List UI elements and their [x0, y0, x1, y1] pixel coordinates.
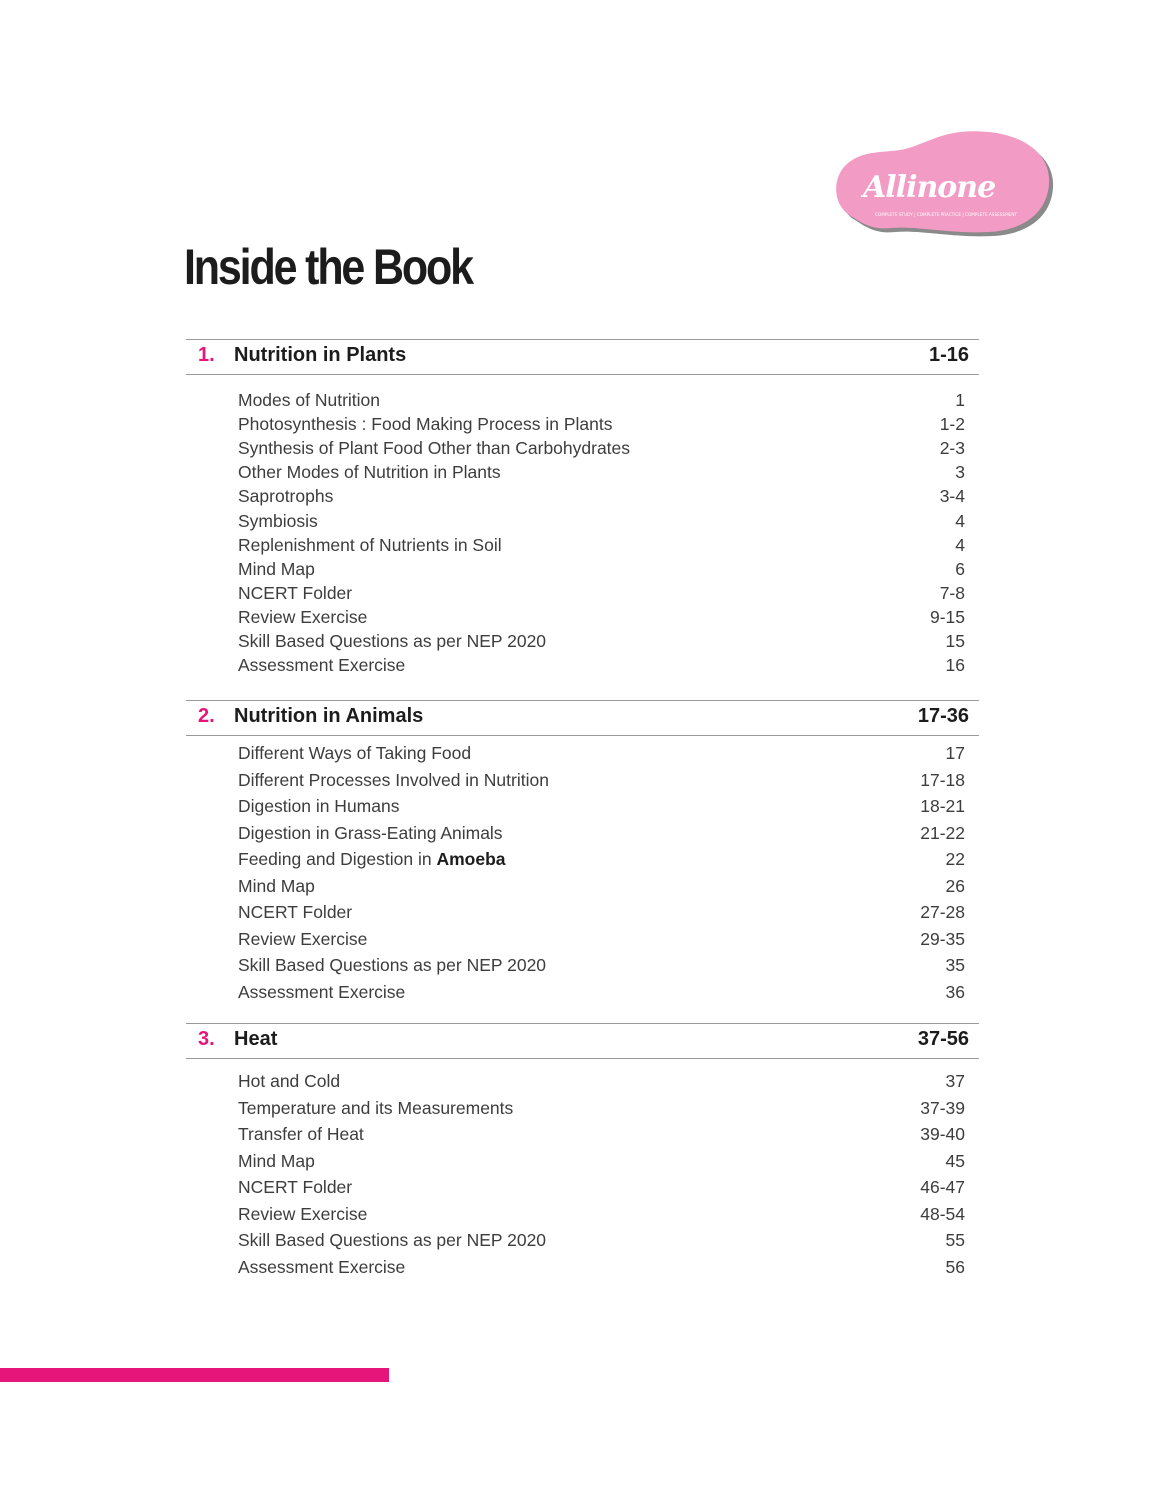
topic-title-wrap: [238, 583, 352, 604]
topic-title-wrap: [238, 462, 501, 483]
topic-page: 37: [945, 1071, 965, 1091]
topic-item[interactable]: [186, 559, 979, 583]
topic-title-wrap: [238, 982, 405, 1003]
topic-page: 18-21: [920, 796, 965, 816]
chapter-number: 1.: [198, 344, 215, 366]
topic-item[interactable]: [186, 1071, 979, 1098]
chapter-pages: 17-36: [917, 705, 969, 727]
topic-title: Hot and Cold: [238, 1071, 341, 1091]
topic-item[interactable]: [186, 1204, 979, 1231]
topic-list: [186, 390, 979, 679]
topic-page: 39-40: [920, 1124, 965, 1144]
topic-title: Assessment Exercise: [238, 1256, 406, 1277]
topic-title-wrap: [238, 1124, 364, 1145]
topic-page: 15: [945, 631, 965, 651]
topic-title-wrap: [238, 1257, 405, 1278]
topic-title-wrap: [238, 655, 405, 676]
topic-title-wrap: [238, 849, 506, 870]
topic-page: 35: [945, 955, 965, 975]
topic-page: 48-54: [920, 1203, 965, 1224]
topic-title: Review Exercise: [238, 1203, 368, 1224]
allinone-logo: [833, 130, 1057, 242]
topic-item[interactable]: [186, 849, 979, 876]
topic-title: Different Processes Involved in Nutrition: [238, 769, 549, 790]
logo-wordmark: Allinone: [863, 170, 996, 205]
topic-title: Saprotrophs: [238, 486, 334, 507]
topic-title-wrap: [238, 770, 549, 791]
topic-title: Symbiosis: [238, 510, 318, 531]
topic-item[interactable]: [186, 462, 979, 486]
topic-page: 37-39: [920, 1097, 965, 1118]
topic-page: 56: [945, 1256, 965, 1277]
topic-page: 7-8: [939, 582, 965, 603]
page-title: Inside the Book: [184, 239, 472, 295]
topic-item[interactable]: [186, 876, 979, 903]
topic-item[interactable]: [186, 1124, 979, 1151]
topic-title: Digestion in Grass-Eating Animals: [238, 822, 503, 843]
topic-item[interactable]: [186, 770, 979, 797]
topic-title-wrap: [238, 438, 630, 459]
topic-item[interactable]: [186, 1230, 979, 1257]
topic-title-wrap: [238, 607, 367, 628]
topic-title: Feeding and Digestion in: [238, 849, 437, 869]
topic-title: Transfer of Heat: [238, 1124, 364, 1144]
topic-title: Review Exercise: [238, 928, 368, 949]
topic-item[interactable]: [186, 486, 979, 510]
topic-title-wrap: [238, 1204, 367, 1225]
topic-page: 17-18: [920, 769, 965, 790]
topic-item[interactable]: [186, 535, 979, 559]
topic-item[interactable]: [186, 796, 979, 823]
chapter-header[interactable]: [186, 1023, 979, 1059]
topic-title: NCERT Folder: [238, 902, 353, 922]
topic-page: 9-15: [929, 606, 965, 627]
topic-page: 1: [955, 390, 965, 410]
topic-item[interactable]: [186, 438, 979, 462]
topic-title: Mind Map: [238, 1150, 315, 1171]
topic-title: Mind Map: [238, 875, 315, 896]
topic-page: 17: [945, 743, 965, 763]
topic-title-wrap: [238, 1177, 352, 1198]
topic-page: 1-2: [939, 414, 965, 435]
pink-accent-bar: [0, 1368, 389, 1382]
topic-title-wrap: [238, 631, 546, 652]
topic-page: 45: [945, 1150, 965, 1171]
topic-title: Skill Based Questions as per NEP 2020: [238, 955, 547, 975]
topic-title: NCERT Folder: [238, 1177, 353, 1197]
topic-title-wrap: [238, 876, 315, 897]
topic-item[interactable]: [186, 982, 979, 1009]
topic-title: Modes of Nutrition: [238, 390, 381, 410]
topic-title-wrap: [238, 414, 613, 435]
topic-title: Photosynthesis : Food Making Process in Plants: [238, 414, 613, 435]
topic-list: [186, 1071, 979, 1283]
topic-page: 2-3: [939, 438, 965, 459]
topic-title: Other Modes of Nutrition in Plants: [238, 462, 501, 483]
topic-title-wrap: [238, 511, 318, 532]
topic-page: 36: [945, 981, 965, 1002]
chapter-1: [186, 339, 979, 676]
topic-title-wrap: [238, 1230, 546, 1251]
topic-page: 3: [955, 462, 965, 483]
topic-title-wrap: [238, 1071, 340, 1092]
topic-title-wrap: [238, 796, 399, 817]
topic-title: Different Ways of Taking Food: [238, 743, 472, 763]
topic-item[interactable]: [186, 607, 979, 631]
chapter-pages: 1-16: [928, 344, 969, 366]
topic-title: Assessment Exercise: [238, 655, 406, 676]
topic-page: 3-4: [939, 486, 965, 507]
topic-page: 55: [945, 1230, 965, 1250]
topic-item[interactable]: [186, 1098, 979, 1125]
topic-item[interactable]: [186, 1177, 979, 1204]
topic-item[interactable]: [186, 1151, 979, 1178]
topic-page: 29-35: [920, 928, 965, 949]
topic-page: 21-22: [920, 822, 965, 843]
topic-title: NCERT Folder: [238, 582, 353, 603]
topic-page: 16: [945, 655, 965, 676]
chapter-number: 2.: [198, 705, 215, 727]
topic-title: Review Exercise: [238, 606, 368, 627]
topic-item[interactable]: [186, 929, 979, 956]
chapter-header[interactable]: [186, 700, 979, 736]
chapter-2: [186, 700, 979, 1001]
topic-title: Mind Map: [238, 558, 315, 579]
topic-page: 46-47: [920, 1177, 965, 1197]
topic-page: 26: [945, 875, 965, 896]
topic-title: Assessment Exercise: [238, 981, 406, 1002]
chapter-header[interactable]: [186, 339, 979, 375]
chapter-title: Nutrition in Animals: [234, 705, 424, 727]
chapter-title: Nutrition in Plants: [234, 344, 407, 366]
chapter-title: Heat: [234, 1028, 278, 1050]
topic-title-wrap: [238, 559, 315, 580]
topic-item[interactable]: [186, 655, 979, 679]
topic-title: Digestion in Humans: [238, 796, 400, 816]
topic-page: 22: [945, 849, 965, 869]
topic-item[interactable]: [186, 955, 979, 982]
topic-title: Temperature and its Measurements: [238, 1097, 514, 1118]
topic-title-wrap: [238, 955, 546, 976]
topic-item[interactable]: [186, 414, 979, 438]
topic-item[interactable]: [186, 511, 979, 535]
topic-item[interactable]: [186, 583, 979, 607]
logo-tagline: COMPLETE STUDY | COMPLETE PRACTICE | COMPLETE ASSESSMENT: [875, 212, 1018, 217]
chapter-pages: 37-56: [917, 1028, 969, 1050]
topic-title-wrap: [238, 743, 471, 764]
topic-page: 6: [955, 558, 965, 579]
topic-title-wrap: [238, 902, 352, 923]
topic-title: Synthesis of Plant Food Other than Carbohydrates: [238, 438, 631, 459]
topic-title-emphasis: Amoeba: [436, 849, 506, 869]
topic-item[interactable]: [186, 631, 979, 655]
topic-page: 27-28: [920, 902, 965, 922]
topic-title-wrap: [238, 823, 503, 844]
topic-title: Skill Based Questions as per NEP 2020: [238, 1230, 547, 1250]
topic-list: [186, 743, 979, 1008]
chapter-number: 3.: [198, 1028, 215, 1050]
topic-title-wrap: [238, 1151, 315, 1172]
topic-page: 4: [955, 510, 965, 531]
topic-item[interactable]: [186, 823, 979, 850]
topic-page: 4: [955, 534, 965, 555]
topic-title-wrap: [238, 929, 367, 950]
topic-title-wrap: [238, 1098, 513, 1119]
topic-title: Skill Based Questions as per NEP 2020: [238, 631, 547, 651]
topic-item[interactable]: [186, 390, 979, 414]
chapter-3: [186, 1023, 979, 1277]
topic-title-wrap: [238, 486, 333, 507]
topic-title-wrap: [238, 390, 380, 411]
topic-title-wrap: [238, 535, 502, 556]
topic-title: Replenishment of Nutrients in Soil: [238, 534, 502, 555]
topic-item[interactable]: [186, 743, 979, 770]
topic-item[interactable]: [186, 902, 979, 929]
topic-item[interactable]: [186, 1257, 979, 1284]
